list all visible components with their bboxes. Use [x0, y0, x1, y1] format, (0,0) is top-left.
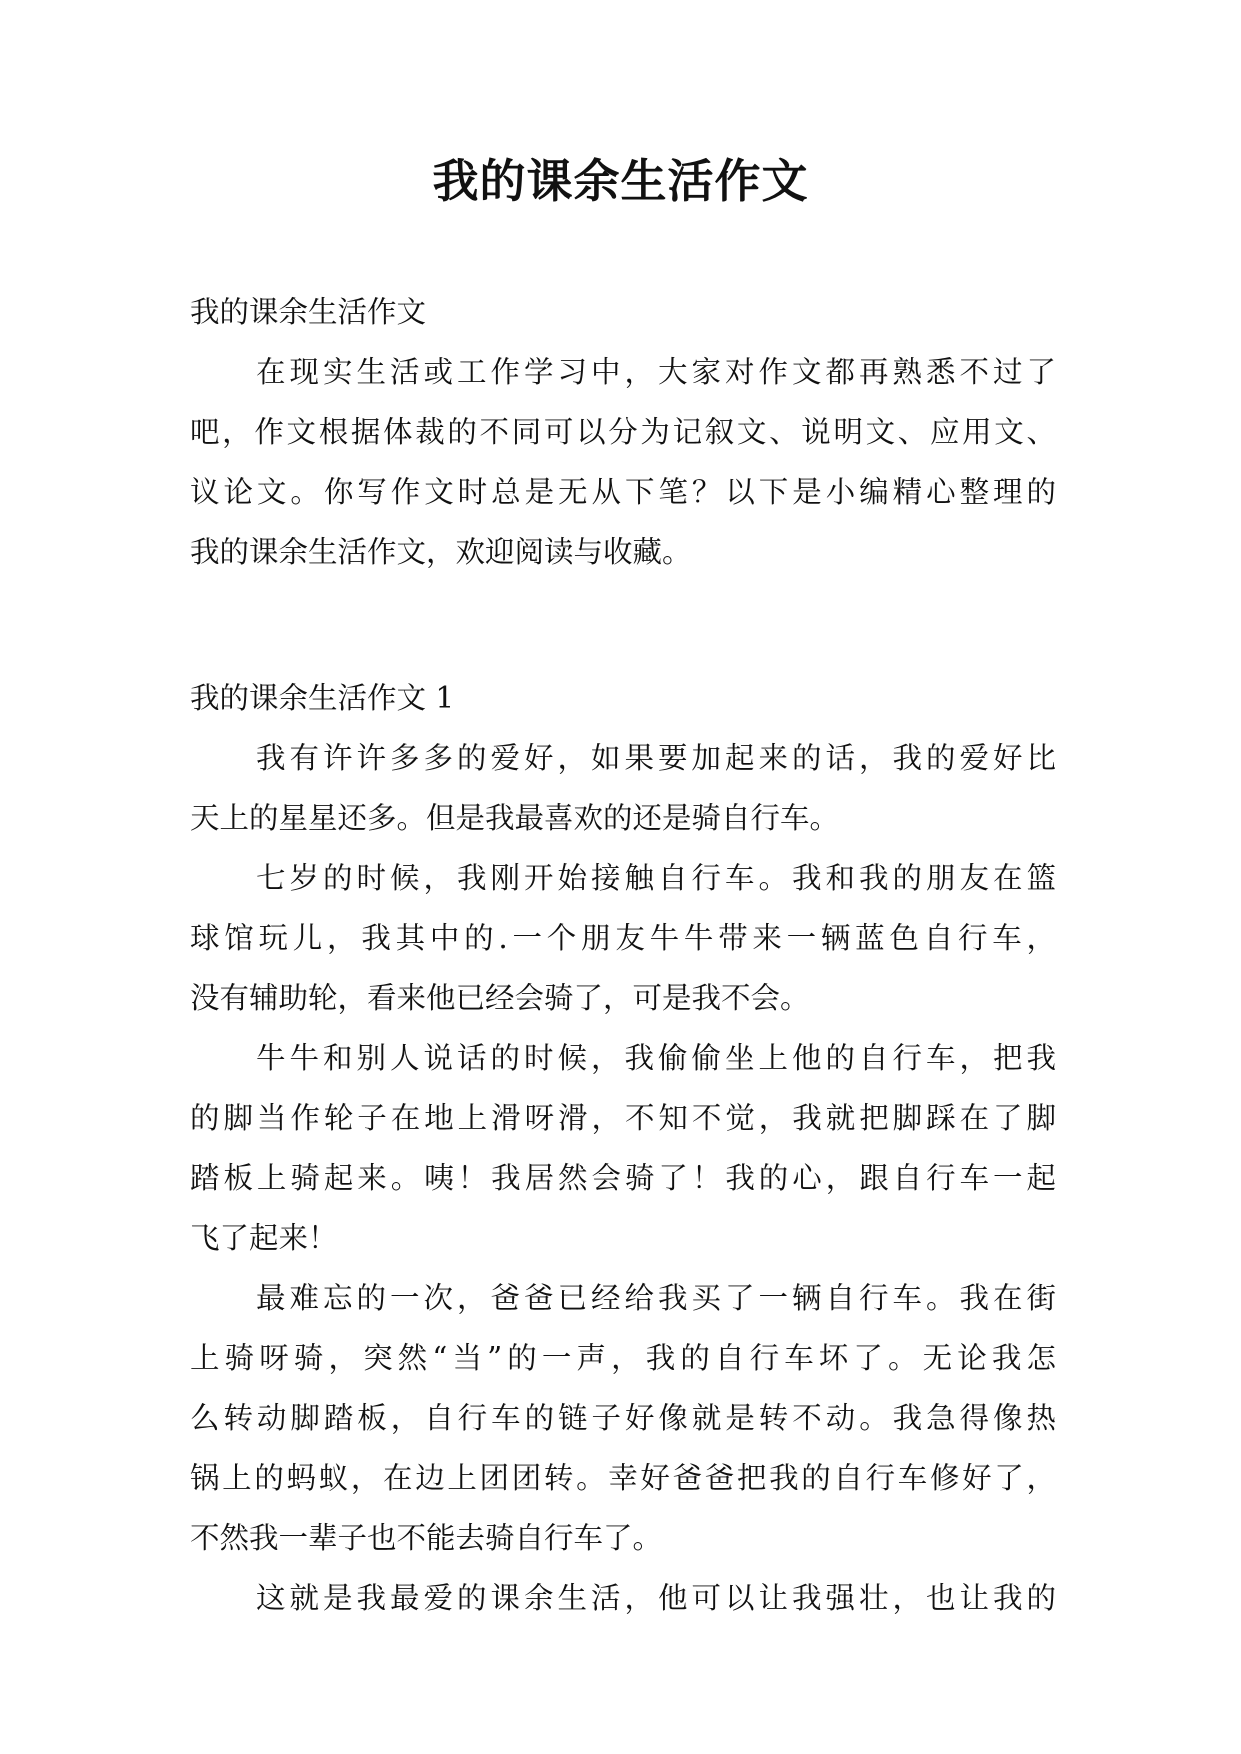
- text-line: 在现实生活或工作学习中，大家对作文都再熟悉不过了: [256, 355, 1056, 389]
- text-line: 我有许许多多的爱好，如果要加起来的话，我的爱好比: [256, 741, 1056, 775]
- text-line: 吧，作文根据体裁的不同可以分为记叙文、说明文、应用文、: [190, 415, 1056, 449]
- text-line: 的脚当作轮子在地上滑呀滑，不知不觉，我就把脚踩在了脚: [190, 1101, 1056, 1135]
- paragraph-2: [190, 848, 1056, 1028]
- text-line: 七岁的时候，我刚开始接触自行车。我和我的朋友在篮: [256, 861, 1056, 895]
- paragraph-4: [190, 1268, 1056, 1568]
- document-title: 我的课余生活作文: [432, 154, 809, 208]
- text-line: 飞了起来！: [190, 1221, 338, 1255]
- paragraph-1: [190, 728, 1056, 848]
- subtitle: 我的课余生活作文: [190, 295, 427, 329]
- section-heading: 我的课余生活作文 1: [190, 681, 455, 715]
- text-line: 最难忘的一次，爸爸已经给我买了一辆自行车。我在街: [256, 1281, 1056, 1315]
- text-line: 没有辅助轮，看来他已经会骑了，可是我不会。: [190, 981, 810, 1015]
- text-line: 么转动脚踏板，自行车的链子好像就是转不动。我急得像热: [190, 1401, 1056, 1435]
- text-line: 这就是我最爱的课余生活，他可以让我强壮，也让我的: [256, 1581, 1056, 1615]
- paragraph-3: [190, 1028, 1056, 1268]
- text-line: 牛牛和别人说话的时候，我偷偷坐上他的自行车，把我: [256, 1041, 1056, 1075]
- text-line: 踏板上骑起来。咦！我居然会骑了！我的心，跟自行车一起: [190, 1161, 1056, 1195]
- text-line: 锅上的蚂蚁，在边上团团转。幸好爸爸把我的自行车修好了，: [190, 1461, 1056, 1495]
- text-line: 议论文。你写作文时总是无从下笔？以下是小编精心整理的: [190, 475, 1056, 509]
- text-line: 上骑呀骑，突然“当”的一声，我的自行车坏了。无论我怎: [190, 1341, 1056, 1375]
- text-line: 不然我一辈子也不能去骑自行车了。: [190, 1521, 663, 1555]
- document-body: [190, 282, 1056, 1628]
- text-line: 天上的星星还多。但是我最喜欢的还是骑自行车。: [190, 801, 840, 835]
- intro-paragraph: [190, 342, 1056, 582]
- paragraph-5: [190, 1568, 1056, 1628]
- text-line: 球馆玩儿，我其中的.一个朋友牛牛带来一辆蓝色自行车，: [190, 921, 1056, 955]
- text-line: 我的课余生活作文，欢迎阅读与收藏。: [190, 535, 692, 569]
- blank-line: [190, 582, 1056, 668]
